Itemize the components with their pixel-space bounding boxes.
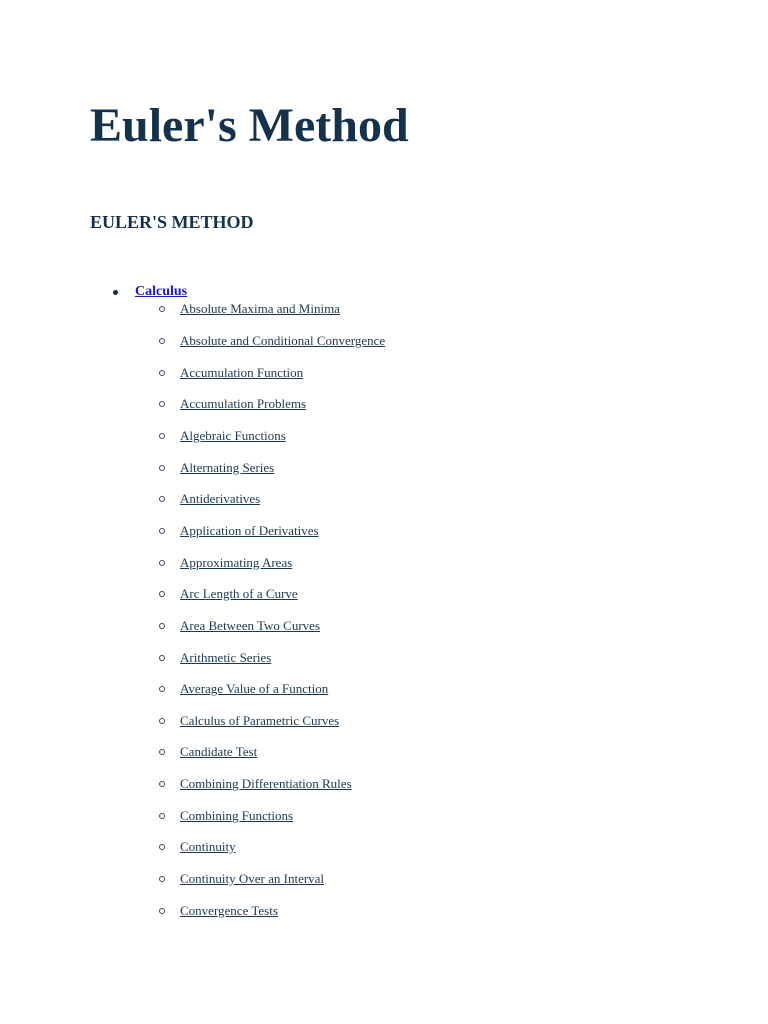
- list-item: [0, 395, 768, 415]
- list-item: [0, 807, 768, 827]
- list-item: [0, 712, 768, 732]
- topic-link[interactable]: Absolute and Conditional Convergence: [180, 332, 386, 348]
- circle-bullet-icon: [159, 749, 165, 755]
- circle-bullet-icon: [159, 465, 165, 471]
- list-item: [0, 364, 768, 384]
- topic-link[interactable]: Continuity: [180, 839, 236, 854]
- topic-link[interactable]: Average Value of a Function: [180, 681, 329, 696]
- circle-bullet-icon: [159, 306, 165, 312]
- circle-bullet-icon: [159, 718, 165, 724]
- circle-bullet-icon: [159, 591, 165, 597]
- section-heading: EULER'S METHOD: [90, 212, 254, 232]
- nav-item-calculus: [0, 283, 768, 301]
- list-item: [0, 490, 768, 510]
- list-item: [0, 300, 768, 320]
- list-item: [0, 680, 768, 700]
- topic-link[interactable]: Application of Derivatives: [180, 522, 319, 538]
- circle-bullet-icon: [159, 496, 165, 502]
- circle-bullet-icon: [159, 655, 165, 661]
- topic-link[interactable]: Continuity Over an Interval: [180, 871, 325, 886]
- circle-bullet-icon: [159, 908, 165, 914]
- list-item: [0, 649, 768, 669]
- calculus-link[interactable]: Calculus: [135, 284, 188, 299]
- topic-link[interactable]: Algebraic Functions: [180, 427, 286, 443]
- circle-bullet-icon: [159, 338, 165, 344]
- circle-bullet-icon: [159, 876, 165, 882]
- topic-link[interactable]: Accumulation Problems: [180, 396, 307, 411]
- list-item: [0, 617, 768, 637]
- list-item: [0, 775, 768, 795]
- topic-link[interactable]: Alternating Series: [180, 459, 275, 475]
- list-item: [0, 522, 768, 542]
- circle-bullet-icon: [159, 781, 165, 787]
- circle-bullet-icon: [159, 844, 165, 850]
- topic-link[interactable]: Combining Differentiation Rules: [180, 776, 352, 791]
- list-item: [0, 743, 768, 763]
- list-item: [0, 838, 768, 858]
- page-title: Euler's Method: [90, 99, 409, 152]
- topic-link[interactable]: Convergence Tests: [180, 902, 278, 918]
- circle-bullet-icon: [159, 623, 165, 629]
- list-item: [0, 332, 768, 352]
- list-item: [0, 870, 768, 890]
- topic-link[interactable]: Calculus of Parametric Curves: [180, 712, 340, 728]
- circle-bullet-icon: [159, 560, 165, 566]
- circle-bullet-icon: [159, 401, 165, 407]
- list-item: [0, 585, 768, 605]
- topic-link[interactable]: Approximating Areas: [180, 554, 293, 570]
- topic-nav: [0, 283, 768, 301]
- list-item: [0, 459, 768, 479]
- circle-bullet-icon: [159, 370, 165, 376]
- circle-bullet-icon: [159, 528, 165, 534]
- circle-bullet-icon: [159, 433, 165, 439]
- topic-link[interactable]: Arc Length of a Curve: [180, 586, 298, 601]
- topic-link[interactable]: Arithmetic Series: [180, 649, 272, 665]
- circle-bullet-icon: [159, 813, 165, 819]
- topic-link[interactable]: Absolute Maxima and Minima: [180, 301, 340, 316]
- list-item: [0, 554, 768, 574]
- list-item: [0, 427, 768, 447]
- topic-link[interactable]: Accumulation Function: [180, 364, 304, 380]
- topic-link[interactable]: Combining Functions: [180, 807, 294, 823]
- list-item: [0, 902, 768, 922]
- topic-link[interactable]: Area Between Two Curves: [180, 617, 321, 633]
- topic-link[interactable]: Antiderivatives: [180, 491, 261, 506]
- circle-bullet-icon: [159, 686, 165, 692]
- topic-link[interactable]: Candidate Test: [180, 744, 258, 759]
- disc-bullet-icon: [113, 290, 118, 295]
